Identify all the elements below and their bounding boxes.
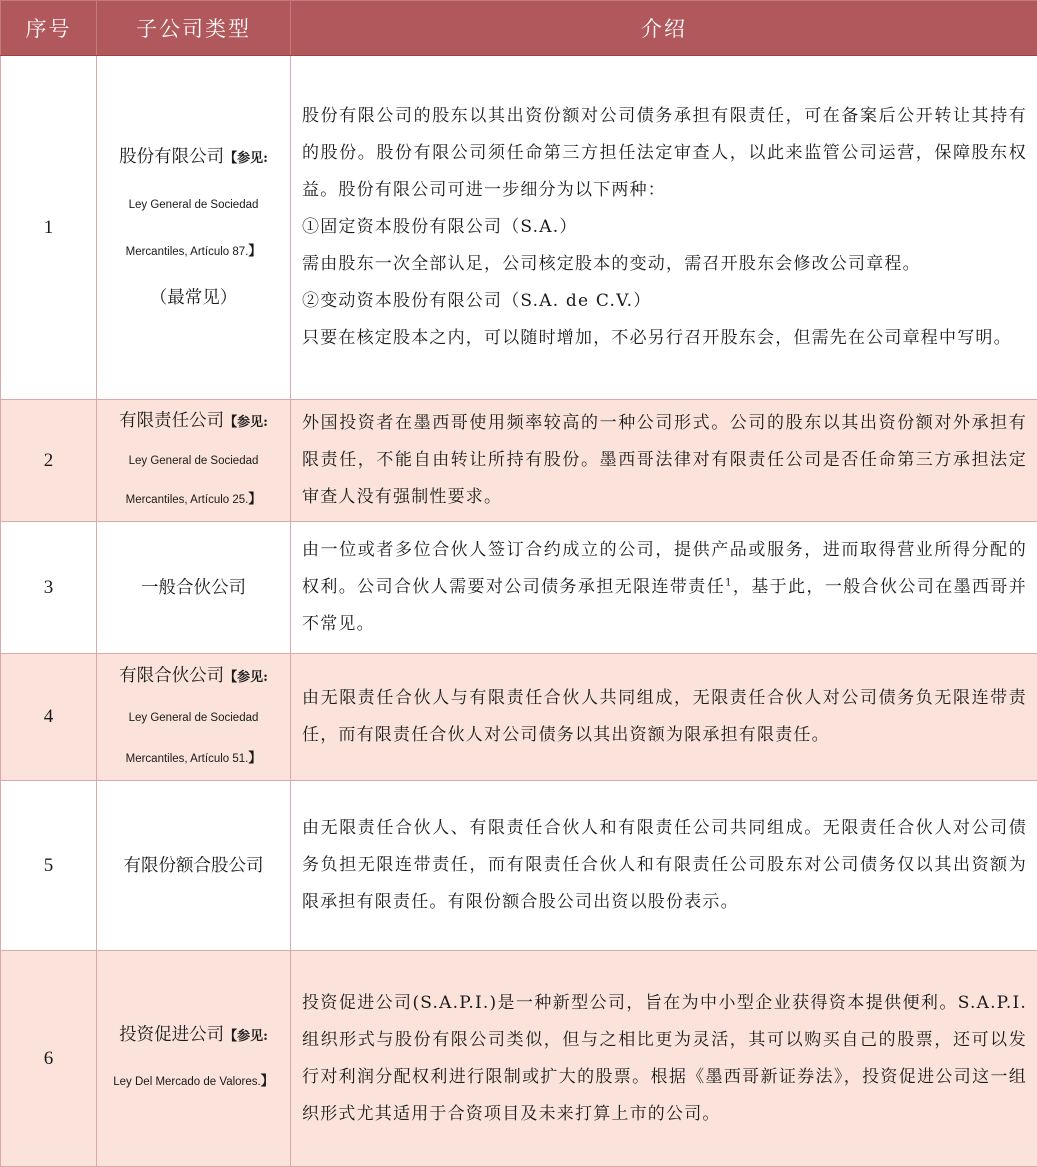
row-number: 4 <box>1 654 97 781</box>
company-type-cell <box>97 522 291 654</box>
description-text: 股份有限公司的股东以其出资份额对公司债务承担有限责任，可在备案后公开转让其持有的股份。股份有限公司须任命第三方担任法定审查人，以此来监管公司运营，保障股东权益。股份有限公司可进一步细分为以下两种： <box>302 106 1027 200</box>
table-row <box>1 522 1037 654</box>
row-number: 3 <box>1 522 97 654</box>
ref-prefix: 【参见: <box>224 415 268 430</box>
ref-text: Mercantiles, Artículo 51. <box>125 752 249 765</box>
row-number: 6 <box>1 951 97 1167</box>
company-type-name: 有限责任公司 <box>119 411 225 431</box>
header-no: 序号 <box>1 1 97 56</box>
row-number: 5 <box>1 781 97 951</box>
table-row <box>1 951 1037 1167</box>
company-type-name: 投资促进公司 <box>119 1025 225 1045</box>
table-row <box>1 56 1037 400</box>
description-cell <box>291 951 1037 1167</box>
company-type-cell <box>97 56 291 400</box>
company-type-cell <box>97 781 291 951</box>
ref-text: Ley General de Sociedad <box>128 455 259 467</box>
description-text: ②变动资本股份有限公司（S.A. de C.V.） <box>302 291 652 311</box>
ref-text: Ley General de Sociedad <box>128 199 259 211</box>
ref-close: 】 <box>248 749 262 765</box>
company-type-note: （最常见） <box>149 288 238 308</box>
description-text: 由无限责任合伙人、有限责任合伙人和有限责任公司共同组成。无限责任合伙人对公司债务负担无限连带责任，而有限责任合伙人和有限责任公司股东对公司债务仅以其出资额为限承担有限责任。有限份额合股公司出资以股份表示。 <box>302 818 1027 912</box>
table-header-row <box>1 1 1037 56</box>
company-type-name: 有限合伙公司 <box>119 665 225 686</box>
description-text: 只要在核定股本之内，可以随时增加，不必另行召开股东会，但需先在公司章程中写明。 <box>302 328 1012 348</box>
ref-prefix: 【参见: <box>224 669 268 685</box>
table-row <box>1 400 1037 522</box>
ref-prefix: 【参见: <box>224 151 268 166</box>
description-text: ，基于此，一般合伙公司在墨西哥并不常见。 <box>302 577 1027 634</box>
company-type-cell <box>97 654 291 781</box>
footnote-marker: 1 <box>725 577 733 589</box>
header-intro: 介绍 <box>291 1 1037 56</box>
table-row <box>1 654 1037 781</box>
ref-close: 】 <box>248 243 262 258</box>
header-type: 子公司类型 <box>97 1 291 56</box>
description-text: 由无限责任合伙人与有限责任合伙人共同组成，无限责任合伙人对公司债务负无限连带责任，而有限责任合伙人对公司债务以其出资额为限承担有限责任。 <box>302 688 1027 745</box>
ref-prefix: 【参见: <box>224 1029 268 1044</box>
ref-text: Ley General de Sociedad <box>128 711 259 724</box>
row-number: 2 <box>1 400 97 522</box>
ref-text: Ley Del Mercado de Valores. <box>113 1076 261 1088</box>
table-row <box>1 781 1037 951</box>
ref-text: Mercantiles, Artículo 87. <box>125 246 249 258</box>
description-cell <box>291 522 1037 654</box>
company-type-name: 有限份额合股公司 <box>123 855 264 876</box>
description-text: 外国投资者在墨西哥使用频率较高的一种公司形式。公司的股东以其出资份额对外承担有限责任，不能自由转让所持有股份。墨西哥法律对有限责任公司是否任命第三方承担法定审查人没有强制性要求。 <box>302 413 1027 507</box>
company-type-name: 股份有限公司 <box>119 147 225 167</box>
description-cell <box>291 400 1037 522</box>
ref-close: 】 <box>260 1073 274 1088</box>
company-type-cell <box>97 400 291 522</box>
description-text: 由一位或者多位合伙人签订合约成立的公司，提供产品或服务，进而取得营业所得分配的权利。公司合伙人需要对公司债务承担无限连带责任 <box>302 540 1027 597</box>
description-cell <box>291 781 1037 951</box>
company-type-cell <box>97 951 291 1167</box>
description-text: 投资促进公司(S.A.P.I.)是一种新型公司，旨在为中小型企业获得资本提供便利。S.A.P.I.组织形式与股份有限公司类似，但与之相比更为灵活，其可以购买自己的股票，还可以发行对利润分配权利进行限制或扩大的股票。根据《墨西哥新证券法》，投资促进公司这一组织形式尤其适用于合资项目及未来打算上市的公司。 <box>302 992 1027 1124</box>
ref-close: 】 <box>248 491 262 506</box>
ref-text: Mercantiles, Artículo 25. <box>125 494 249 506</box>
row-number: 1 <box>1 56 97 400</box>
description-text: 需由股东一次全部认足，公司核定股本的变动，需召开股东会修改公司章程。 <box>302 254 921 274</box>
company-type-name: 一般合伙公司 <box>141 577 246 598</box>
description-text: ①固定资本股份有限公司（S.A.） <box>302 217 578 237</box>
description-cell <box>291 56 1037 400</box>
description-cell <box>291 654 1037 781</box>
